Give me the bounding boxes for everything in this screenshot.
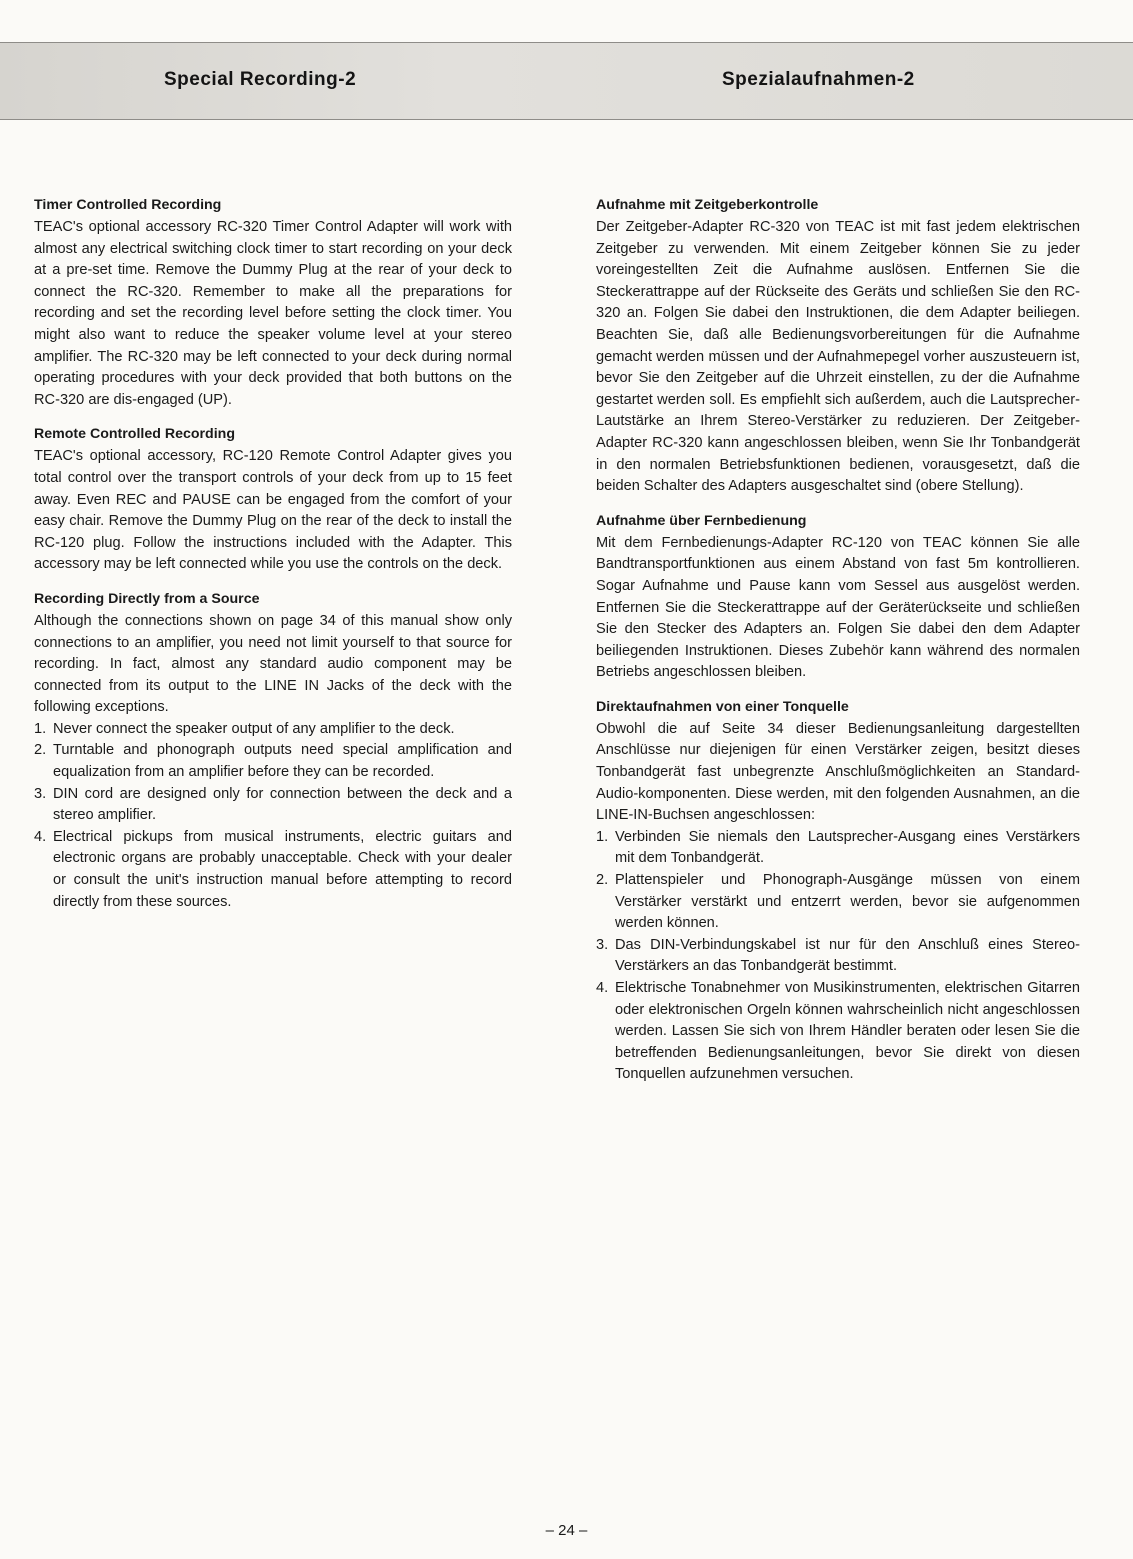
section-heading: Timer Controlled Recording xyxy=(34,197,222,213)
section-paragraph: Mit dem Fernbedienungs-Adapter RC-120 von TEAC können Sie alle Bandtransportfunktionen aus einem Abstand von fast 5m kontrollieren. Sogar Aufnahme und Pause kann vom Sessel aus ausgelöst werden. Entfernen Sie die Steckerattrappe auf der Geräterückseite und schließen Sie den Stecker des Adapters an. Folgen Sie dabei den dem Adapter beiliegenden Instruktionen. Dieses Zubehör kann während des normalen Betriebs angeschlossen bleiben. xyxy=(596,534,1080,681)
list-item xyxy=(34,827,512,913)
list-item-number: 2. xyxy=(34,742,47,759)
section-aufnahme-mit-zeitgeberkontrolle xyxy=(596,196,1080,498)
list-item-text: Verbinden Sie niemals den Lautsprecher-Ausgang eines Verstärkers mit dem Tonbandgerät. xyxy=(615,828,1080,867)
section-direktaufnahmen xyxy=(596,698,1080,1086)
section-heading: Remote Controlled Recording xyxy=(34,426,236,443)
list-item xyxy=(596,978,1080,1086)
header-title-german: Spezialaufnahmen-2 xyxy=(722,69,915,90)
list-item-text: DIN cord are designed only for connection between the deck and a stereo amplifier. xyxy=(53,785,512,824)
list-item-number: 1. xyxy=(596,828,609,845)
section-paragraph: Der Zeitgeber-Adapter RC-320 von TEAC ist mit fast jedem elektrischen Zeitgeber zu verwenden. Mit einem Zeitgeber können Sie zu jeder voreingestellten Zeit die Aufnahme auslösen. Entfernen Sie die Steckerattrappe auf der Rückseite des Geräts und schließen Sie den RC-320 an. Folgen Sie dabei den Instruktionen, die dem Adapter beiliegen. Beachten Sie, daß alle Bedienungsvorbereitungen für die Aufnahme gemacht werden müssen und der Aufnahmepegel vorher auszusteuern ist, bevor Sie den Zeitgeber auf die Uhrzeit einstellen, zu der die Aufnahme gestartet werden soll. Es empfiehlt sich außerdem, auch die Lautsprecher-Lautstärke an Ihrem Stereo-Verstärker zu reduzieren. Der Zeitgeber-Adapter RC-320 kann angeschlossen bleiben, wenn Sie Ihr Tonbandgerät in den normalen Betriebsfunktionen bedienen, vorausgesetzt, daß die beiden Schalter des Adapters ausgeschaltet sind (obere Stellung). xyxy=(596,219,1080,495)
list-item xyxy=(34,719,512,741)
list-item-text: Never connect the speaker output of any amplifier to the deck. xyxy=(53,720,455,737)
section-recording-directly-from-source xyxy=(34,590,512,913)
list-item-text: Das DIN-Verbindungskabel ist nur für den Anschluß eines Stereo-Verstärkers an das Tonbandgerät bestimmt. xyxy=(615,936,1080,975)
ausnahmen-list xyxy=(596,827,1080,1086)
section-heading: Recording Directly from a Source xyxy=(34,590,260,607)
section-paragraph: Although the connections shown on page 34 of this manual show only connections to an amplifier, you need not limit yourself to that source for recording. In fact, almost any standard audio component may be connected from its output to the LINE IN Jacks of the deck with the following exceptions. xyxy=(34,612,512,716)
german-column xyxy=(596,196,1080,1100)
list-item-number: 1. xyxy=(34,720,47,737)
list-item-text: Turntable and phonograph outputs need special amplification and equalization from an amplifier before they can be recorded. xyxy=(53,742,512,781)
list-item xyxy=(34,740,512,783)
list-item-text: Electrical pickups from musical instruments, electric guitars and electronic organs are probably unacceptable. Check with your dealer or consult the unit's instruction manual before attempting to record directly from these sources. xyxy=(53,828,512,910)
section-paragraph: TEAC's optional accessory RC-320 Timer Control Adapter will work with almost any electrical switching clock timer to start recording on your deck at a pre-set time. Remove the Dummy Plug at the rear of your deck to connect the RC-320. Remember to make all the preparations for recording and set the recording level before setting the clock timer. You might also want to reduce the speaker volume level at your stereo amplifier. The RC-320 may be left connected to your deck during normal operating procedures with your deck provided that both buttons on the RC-320 are dis-engaged (UP). xyxy=(34,219,512,408)
list-item-text: Plattenspieler und Phonograph-Ausgänge müssen von einem Verstärker verstärkt und entzerrt werden, bevor sie aufgenommen werden können. xyxy=(615,872,1080,932)
list-item xyxy=(596,870,1080,935)
section-paragraph: Obwohl die auf Seite 34 dieser Bedienungsanleitung dargestellten Anschlüsse nur diejenigen für einen Verstärker zeigen, besitzt dieses Tonbandgerät fast unbegrenzte Anschlußmöglichkeiten an Standard-Audio-komponenten. Diese werden, mit den folgenden Ausnahmen, an die LINE-IN-Buchsen angeschlossen: xyxy=(596,720,1080,824)
list-item xyxy=(34,784,512,827)
section-aufnahme-ueber-fernbedienung xyxy=(596,512,1080,684)
page-number: – 24 – xyxy=(545,1522,588,1539)
section-heading: Direktaufnahmen von einer Tonquelle xyxy=(596,698,849,715)
list-item-number: 3. xyxy=(596,936,609,953)
header-band xyxy=(0,42,1133,120)
header-title-english: Special Recording-2 xyxy=(164,69,357,90)
list-item-number: 2. xyxy=(596,872,609,889)
list-item xyxy=(596,827,1080,870)
section-timer-controlled-recording xyxy=(34,196,512,411)
list-item-text: Elektrische Tonabnehmer von Musikinstrumenten, elektrischen Gitarren oder elektronischen Orgeln können wahrscheinlich nicht angeschlossen werden. Lassen Sie sich von Ihrem Händler beraten oder lesen Sie die betreffenden Bedienungsanleitungen, bevor Sie direkt von diesen Tonquellen aufzunehmen versuchen. xyxy=(615,980,1080,1083)
section-heading: Aufnahme mit Zeitgeberkontrolle xyxy=(596,197,819,213)
list-item-number: 4. xyxy=(34,828,47,845)
section-paragraph: TEAC's optional accessory, RC-120 Remote Control Adapter gives you total control over the transport controls of your deck from up to 15 feet away. Even REC and PAUSE can be engaged from the comfort of your easy chair. Remove the Dummy Plug on the rear of the deck to install the RC-120 plug. Follow the instructions included with the Adapter. This accessory may be left connected while you use the controls on the deck. xyxy=(34,448,512,573)
section-remote-controlled-recording xyxy=(34,425,512,576)
list-item-number: 4. xyxy=(596,980,609,996)
list-item-number: 3. xyxy=(34,785,47,802)
section-heading: Aufnahme über Fernbedienung xyxy=(596,512,807,529)
english-column xyxy=(34,196,512,927)
list-item xyxy=(596,935,1080,978)
exceptions-list xyxy=(34,719,512,913)
